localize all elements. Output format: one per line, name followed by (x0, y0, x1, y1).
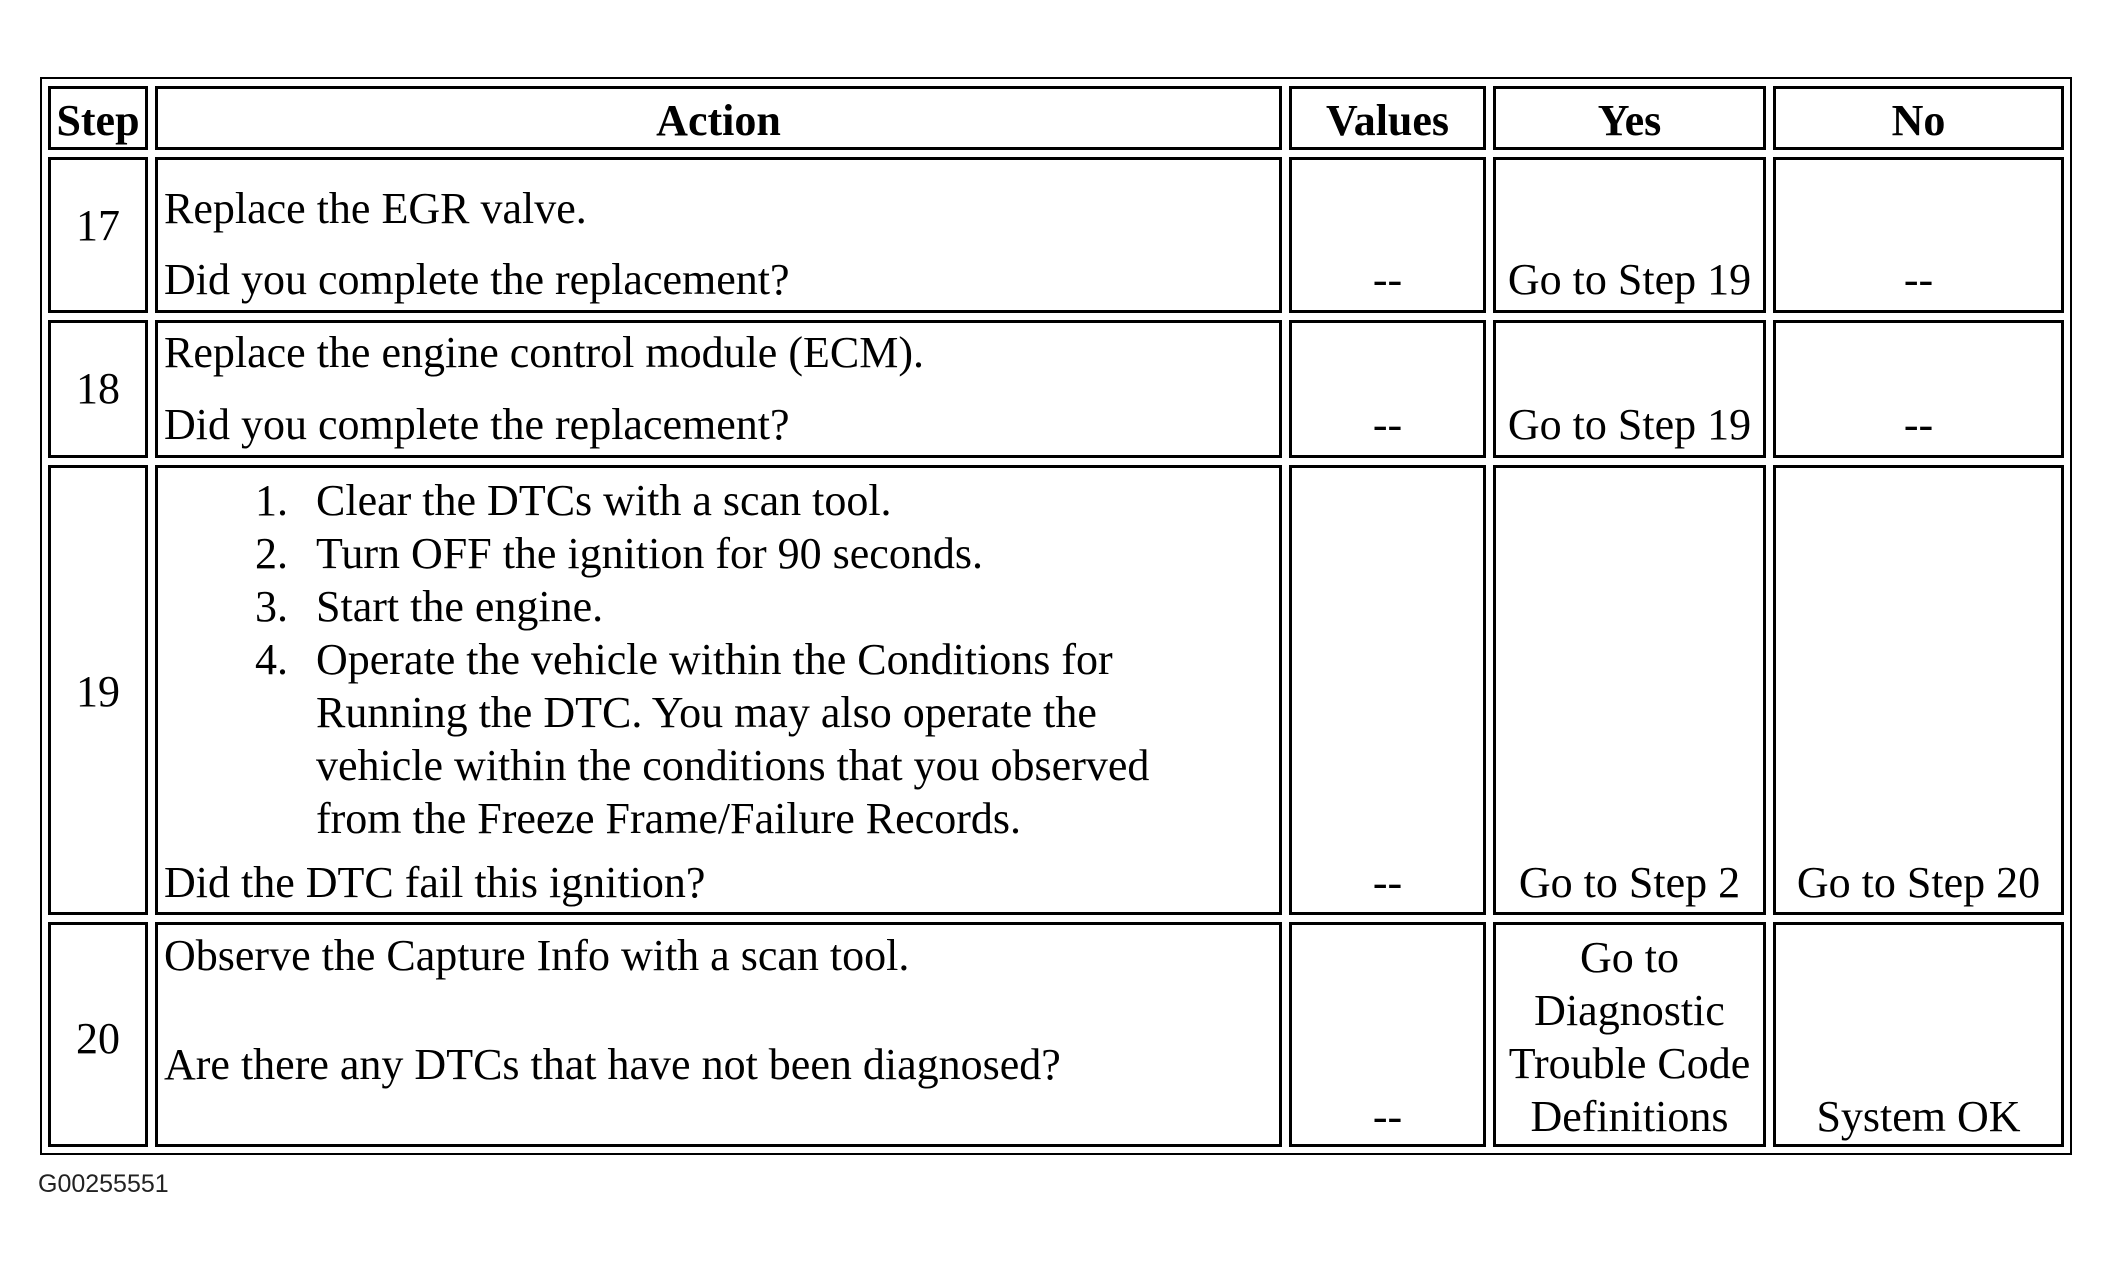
list-item (158, 633, 1149, 845)
list-item-text: Turn OFF the ignition for 90 seconds. (316, 529, 983, 578)
row-20-question: Are there any DTCs that have not been diagnosed? (164, 1040, 1061, 1089)
row-19-no-cell (1773, 465, 2064, 915)
row-19-step-cell (48, 465, 148, 915)
row-18-action-cell (155, 320, 1282, 458)
list-item-text: Operate the vehicle within the Conditions for Running the DTC. You may also operate the vehicle within the conditions that you observed from the Freeze Frame/Failure Records. (316, 635, 1150, 843)
figure-code: G00255551 (38, 1170, 169, 1198)
row-18-action: Replace the engine control module (ECM). (164, 328, 924, 377)
row-19-yes-cell (1493, 465, 1766, 915)
list-item-number: 4. (255, 635, 288, 684)
row-19-no: Go to Step 20 (1796, 858, 2041, 907)
row-17-yes: Go to Step 19 (1507, 255, 1752, 304)
list-item-text: Clear the DTCs with a scan tool. (316, 476, 892, 525)
row-20-step-cell (48, 922, 148, 1147)
header-action-label: Action (656, 96, 781, 145)
row-20-action-cell (155, 922, 1282, 1147)
row-17-no: -- (1903, 255, 1934, 304)
list-item-number: 3. (255, 582, 288, 631)
header-no-label: No (1891, 96, 1946, 145)
row-18-values: -- (1372, 400, 1403, 449)
list-item-text: Start the engine. (316, 582, 604, 631)
row-17-step-cell (48, 157, 148, 313)
row-18-values-cell (1289, 320, 1486, 458)
row-18-yes: Go to Step 19 (1507, 400, 1752, 449)
row-20-yes-line-4: Definitions (1530, 1092, 1729, 1141)
row-17-action-cell (155, 157, 1282, 313)
row-20-yes-cell (1493, 922, 1766, 1147)
header-step-label: Step (56, 96, 140, 145)
row-20-action: Observe the Capture Info with a scan tool. (164, 931, 910, 980)
list-item (158, 580, 1149, 633)
row-20-values: -- (1372, 1092, 1403, 1141)
header-values-label: Values (1325, 96, 1450, 145)
row-18-question: Did you complete the replacement? (164, 400, 790, 449)
row-20-step: 20 (76, 1014, 120, 1063)
row-20-no: System OK (1816, 1092, 2021, 1141)
row-19-yes: Go to Step 2 (1518, 858, 1741, 907)
header-values (1289, 86, 1486, 150)
header-yes-label: Yes (1597, 96, 1662, 145)
diagnostic-table (40, 77, 2072, 1155)
header-no (1773, 86, 2064, 150)
list-item (158, 527, 1149, 580)
row-20-values-cell (1289, 922, 1486, 1147)
row-18-no-cell (1773, 320, 2064, 458)
row-17-values-cell (1289, 157, 1486, 313)
row-20-no-cell (1773, 922, 2064, 1147)
list-item-number: 2. (255, 529, 288, 578)
row-17-step: 17 (76, 201, 120, 250)
row-19-values-cell (1289, 465, 1486, 915)
row-18-step: 18 (76, 364, 120, 413)
row-20-yes-line-2: Diagnostic (1534, 986, 1725, 1035)
header-action (155, 86, 1282, 150)
row-17-question: Did you complete the replacement? (164, 255, 790, 304)
row-19-action-cell (155, 465, 1282, 915)
row-19-values: -- (1372, 858, 1403, 907)
row-17-yes-cell (1493, 157, 1766, 313)
row-20-yes-line-3: Trouble Code (1508, 1039, 1751, 1088)
row-18-no: -- (1903, 400, 1934, 449)
row-17-no-cell (1773, 157, 2064, 313)
row-19-step-list (158, 474, 1149, 845)
row-19-question: Did the DTC fail this ignition? (164, 858, 706, 907)
row-18-yes-cell (1493, 320, 1766, 458)
list-item (158, 474, 1149, 527)
header-step (48, 86, 148, 150)
row-17-action: Replace the EGR valve. (164, 184, 587, 233)
list-item-number: 1. (255, 476, 288, 525)
row-19-step: 19 (76, 667, 120, 716)
row-17-values: -- (1372, 255, 1403, 304)
row-20-yes-line-1: Go to (1580, 933, 1679, 982)
row-18-step-cell (48, 320, 148, 458)
header-yes (1493, 86, 1766, 150)
